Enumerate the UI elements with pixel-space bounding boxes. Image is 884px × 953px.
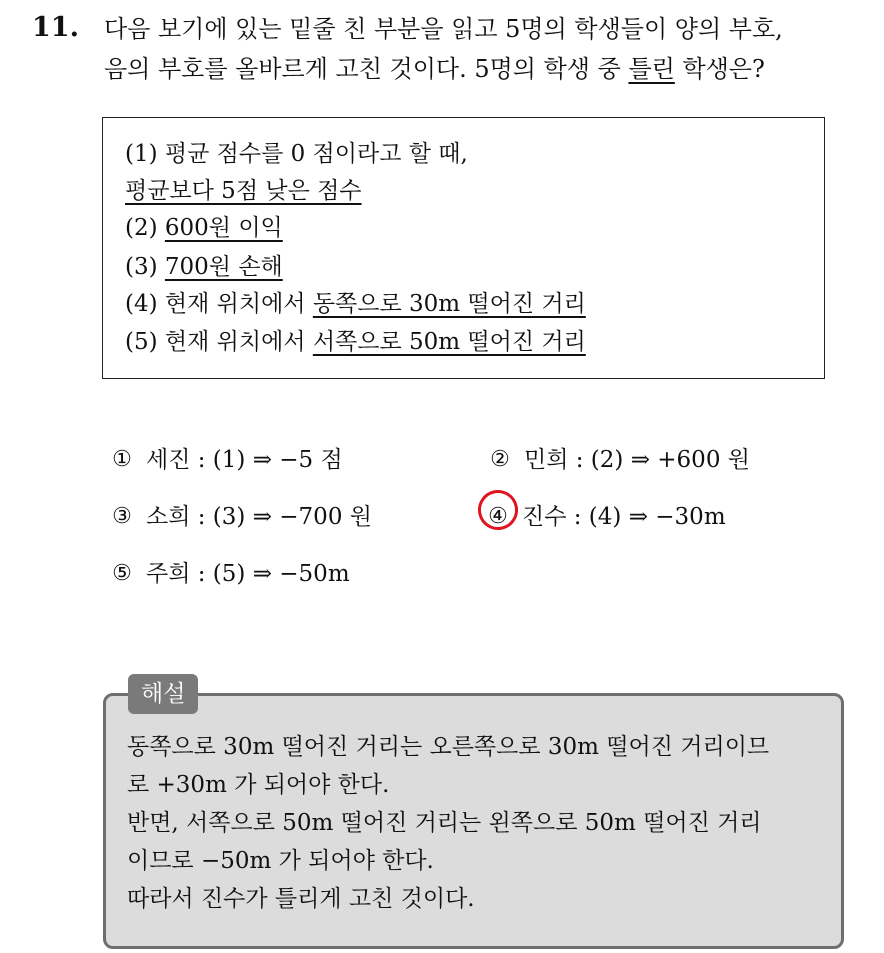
choice-text: 주희 : (5) ⇒ −50m: [146, 561, 350, 587]
question-emphasis: 틀린: [628, 55, 675, 83]
bogi-item-2: [125, 210, 283, 246]
bogi-box: [102, 117, 825, 379]
bogi-underlined: 동쪽으로 30m 떨어진 거리: [312, 291, 586, 317]
bogi-underlined: 600원 이익: [164, 215, 283, 241]
bogi-item-5: [125, 324, 586, 360]
question-text-line-1: 다음 보기에 있는 밑줄 친 부분을 읽고 5명의 학생들이 양의 부호,: [104, 15, 783, 43]
choice-text: 소희 : (3) ⇒ −700 원: [146, 504, 372, 530]
choice-text: 진수 : (4) ⇒ −30m: [522, 504, 726, 530]
bogi-prefix: (4) 현재 위치에서: [125, 291, 313, 317]
explanation-line-5: 따라서 진수가 틀리게 고친 것이다.: [127, 886, 475, 912]
choice-3[interactable]: [108, 500, 372, 534]
bogi-item-3: [125, 249, 283, 285]
bogi-item-1: [125, 173, 362, 209]
question-text-line-2: [104, 52, 765, 86]
explanation-label: 해설: [128, 674, 198, 714]
explanation-line-2: 로 +30m 가 되어야 한다.: [127, 772, 390, 798]
bogi-item-1-prefix: (1) 평균 점수를 0 점이라고 할 때,: [125, 141, 468, 167]
bogi-underlined: 700원 손해: [164, 254, 283, 280]
explanation-line-4: 이므로 −50m 가 되어야 한다.: [127, 848, 434, 874]
choice-5[interactable]: [108, 557, 350, 591]
choice-number: ③: [112, 504, 132, 529]
choice-2[interactable]: [486, 443, 750, 477]
bogi-prefix: (3): [125, 254, 165, 280]
choice-1[interactable]: [108, 443, 343, 477]
bogi-item-4: [125, 286, 586, 322]
choice-text: 민희 : (2) ⇒ +600 원: [524, 447, 750, 473]
choice-text: 세진 : (1) ⇒ −5 점: [146, 447, 343, 473]
choice-number: ④: [488, 504, 508, 529]
choice-4[interactable]: [484, 500, 726, 534]
bogi-underlined: 평균보다 5점 낮은 점수: [125, 178, 362, 204]
choice-number: ⑤: [112, 561, 132, 586]
explanation-line-1: 동쪽으로 30m 떨어진 거리는 오른쪽으로 30m 떨어진 거리이므: [127, 734, 770, 760]
bogi-prefix: (2): [125, 215, 165, 241]
question-text-part: 음의 부호를 올바르게 고친 것이다. 5명의 학생 중: [104, 55, 629, 83]
question-text-part: 학생은?: [674, 55, 765, 83]
choice-number: ②: [490, 447, 510, 472]
choice-number: ①: [112, 447, 132, 472]
bogi-underlined: 서쪽으로 50m 떨어진 거리: [312, 329, 586, 355]
bogi-prefix: (5) 현재 위치에서: [125, 329, 313, 355]
explanation-line-3: 반면, 서쪽으로 50m 떨어진 거리는 왼쪽으로 50m 떨어진 거리: [127, 810, 762, 836]
question-number: 11.: [32, 12, 79, 43]
